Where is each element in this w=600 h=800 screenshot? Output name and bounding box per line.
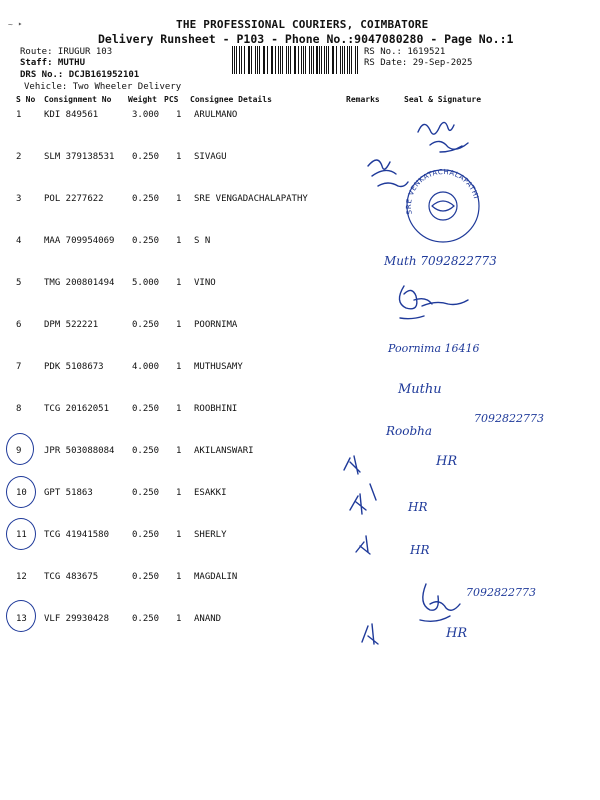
barcode-bar	[347, 46, 348, 74]
row-weight: 0.250	[132, 488, 160, 498]
row-weight: 4.000	[132, 362, 160, 372]
table-row	[0, 530, 600, 550]
barcode-bar	[263, 46, 264, 74]
table-row	[0, 236, 600, 256]
row-pcs: 1	[176, 278, 182, 288]
row-weight: 3.000	[132, 110, 160, 120]
rs-date: RS Date: 29-Sep-2025	[364, 58, 473, 68]
stamp-text: SRE VENKATACHALAPATHI	[404, 167, 481, 216]
row-consignment-no: JPR 503088084	[44, 446, 115, 456]
row-consignee: SRE VENGADACHALAPATHY	[194, 194, 308, 204]
row-consignee: SHERLY	[194, 530, 227, 540]
row-consignee: VINO	[194, 278, 216, 288]
corner-scribble: ~ ‣	[8, 20, 23, 29]
barcode-bar	[316, 46, 317, 74]
row-pcs: 1	[176, 236, 182, 246]
col-sno: S No	[16, 95, 36, 104]
row-sno: 5	[16, 278, 22, 288]
barcode-bar	[251, 46, 252, 74]
barcode-bar	[309, 46, 310, 74]
handwritten-phone-4: Muth 7092822773	[384, 254, 497, 268]
row-consignment-no: DPM 522221	[44, 320, 99, 330]
handwritten-mark-6: Poornima 16416	[388, 342, 480, 355]
row-sno: 12	[16, 572, 27, 582]
barcode-bar	[267, 46, 268, 74]
row-weight: 0.250	[132, 404, 160, 414]
row-consignment-no: TCG 20162051	[44, 404, 110, 414]
barcode-bar	[275, 46, 276, 74]
handwritten-phone-13: 7092822773	[466, 586, 536, 599]
row-consignee: MAGDALIN	[194, 572, 238, 582]
barcode-bar	[340, 46, 341, 74]
barcode-bar	[239, 46, 240, 74]
row-sno: 11	[16, 530, 27, 540]
row-sno: 8	[16, 404, 22, 414]
barcode-bar	[286, 46, 287, 74]
col-pcs: PCS	[164, 95, 179, 104]
row-consignee: ANAND	[194, 614, 222, 624]
row-sno: 13	[16, 614, 27, 624]
row-weight: 0.250	[132, 530, 160, 540]
barcode-bar	[324, 46, 325, 74]
company-name: THE PROFESSIONAL COURIERS, COIMBATORE	[176, 18, 429, 31]
barcode-bar	[232, 46, 233, 74]
row-weight: 5.000	[132, 278, 160, 288]
vehicle: Vehicle: Two Wheeler Delivery	[24, 82, 182, 92]
row-pcs: 1	[176, 614, 182, 624]
row-consignment-no: PDK 5108673	[44, 362, 104, 372]
table-row	[0, 614, 600, 634]
row-consignee: ESAKKI	[194, 488, 227, 498]
sno-circle-10	[6, 476, 36, 508]
table-row	[0, 446, 600, 466]
row-pcs: 1	[176, 152, 182, 162]
barcode-bar	[255, 46, 256, 74]
hr-mark-13: HR	[446, 626, 468, 641]
drs-number: DRS No.: DCJB161952101	[20, 70, 140, 80]
row-consignee: POORNIMA	[194, 320, 238, 330]
table-row	[0, 152, 600, 172]
sno-circle-9	[6, 433, 34, 465]
row-consignee: MUTHUSAMY	[194, 362, 243, 372]
table-row	[0, 320, 600, 340]
row-consignee: AKILANSWARI	[194, 446, 254, 456]
row-sno: 3	[16, 194, 22, 204]
staff: Staff: MUTHU	[20, 58, 86, 68]
row-consignment-no: TCG 483675	[44, 572, 99, 582]
row-sno: 2	[16, 152, 22, 162]
row-weight: 0.250	[132, 152, 160, 162]
row-pcs: 1	[176, 488, 182, 498]
row-consignment-no: KDI 849561	[44, 110, 99, 120]
barcode-bar	[301, 46, 302, 74]
barcode-bar	[355, 46, 356, 74]
col-remarks: Remarks	[346, 95, 380, 104]
table-row	[0, 362, 600, 382]
row-weight: 0.250	[132, 572, 160, 582]
row-sno: 4	[16, 236, 22, 246]
row-weight: 0.250	[132, 614, 160, 624]
row-pcs: 1	[176, 572, 182, 582]
row-consignee: ROOBHINI	[194, 404, 238, 414]
barcode-bar	[328, 46, 329, 74]
rs-number: RS No.: 1619521	[364, 47, 446, 57]
row-consignment-no: MAA 709954069	[44, 236, 115, 246]
row-consignee: SIVAGU	[194, 152, 227, 162]
row-pcs: 1	[176, 194, 182, 204]
handwritten-phone-8: 7092822773	[474, 412, 544, 425]
handwritten-mark-7: Muthu	[398, 382, 442, 397]
hr-mark-11: HR	[410, 543, 430, 557]
runsheet-title: Delivery Runsheet - P103 - Phone No.:9047080280 - Page No.:1	[98, 32, 514, 46]
handwritten-mark-8: Roobha	[386, 424, 433, 438]
row-sno: 9	[16, 446, 22, 456]
row-consignee: S N	[194, 236, 211, 246]
row-sno: 7	[16, 362, 22, 372]
barcode-bar	[305, 46, 306, 74]
barcode-bar	[244, 46, 245, 74]
sno-circle-13	[6, 600, 36, 632]
row-sno: 1	[16, 110, 22, 120]
row-sno: 6	[16, 320, 22, 330]
row-consignment-no: POL 2277622	[44, 194, 104, 204]
hr-mark-10: HR	[408, 500, 428, 514]
row-pcs: 1	[176, 320, 182, 330]
row-consignment-no: VLF 29930428	[44, 614, 110, 624]
col-consignment: Consignment No	[44, 95, 112, 104]
table-row	[0, 488, 600, 508]
row-weight: 0.250	[132, 236, 160, 246]
row-pcs: 1	[176, 110, 182, 120]
row-pcs: 1	[176, 446, 182, 456]
table-row	[0, 110, 600, 130]
col-weight: Weight	[128, 95, 157, 104]
hr-mark-9: HR	[436, 454, 458, 469]
col-seal: Seal & Signature	[404, 95, 482, 104]
row-consignment-no: GPT 51863	[44, 488, 93, 498]
sno-circle-11	[6, 518, 36, 550]
row-weight: 0.250	[132, 194, 160, 204]
row-weight: 0.250	[132, 320, 160, 330]
col-consignee: Consignee Details	[190, 95, 272, 104]
barcode-bar	[336, 46, 337, 74]
row-pcs: 1	[176, 530, 182, 540]
row-consignment-no: TMG 200801494	[44, 278, 115, 288]
barcode-bar	[294, 46, 295, 74]
route: Route: IRUGUR 103	[20, 47, 113, 57]
table-row	[0, 278, 600, 298]
barcode	[232, 46, 359, 74]
table-row	[0, 194, 600, 214]
row-weight: 0.250	[132, 446, 160, 456]
barcode-bar	[282, 46, 283, 74]
row-sno: 10	[16, 488, 27, 498]
row-pcs: 1	[176, 362, 182, 372]
row-consignee: ARULMANO	[194, 110, 238, 120]
row-consignment-no: TCG 41941580	[44, 530, 110, 540]
row-pcs: 1	[176, 404, 182, 414]
row-consignment-no: SLM 379138531	[44, 152, 115, 162]
